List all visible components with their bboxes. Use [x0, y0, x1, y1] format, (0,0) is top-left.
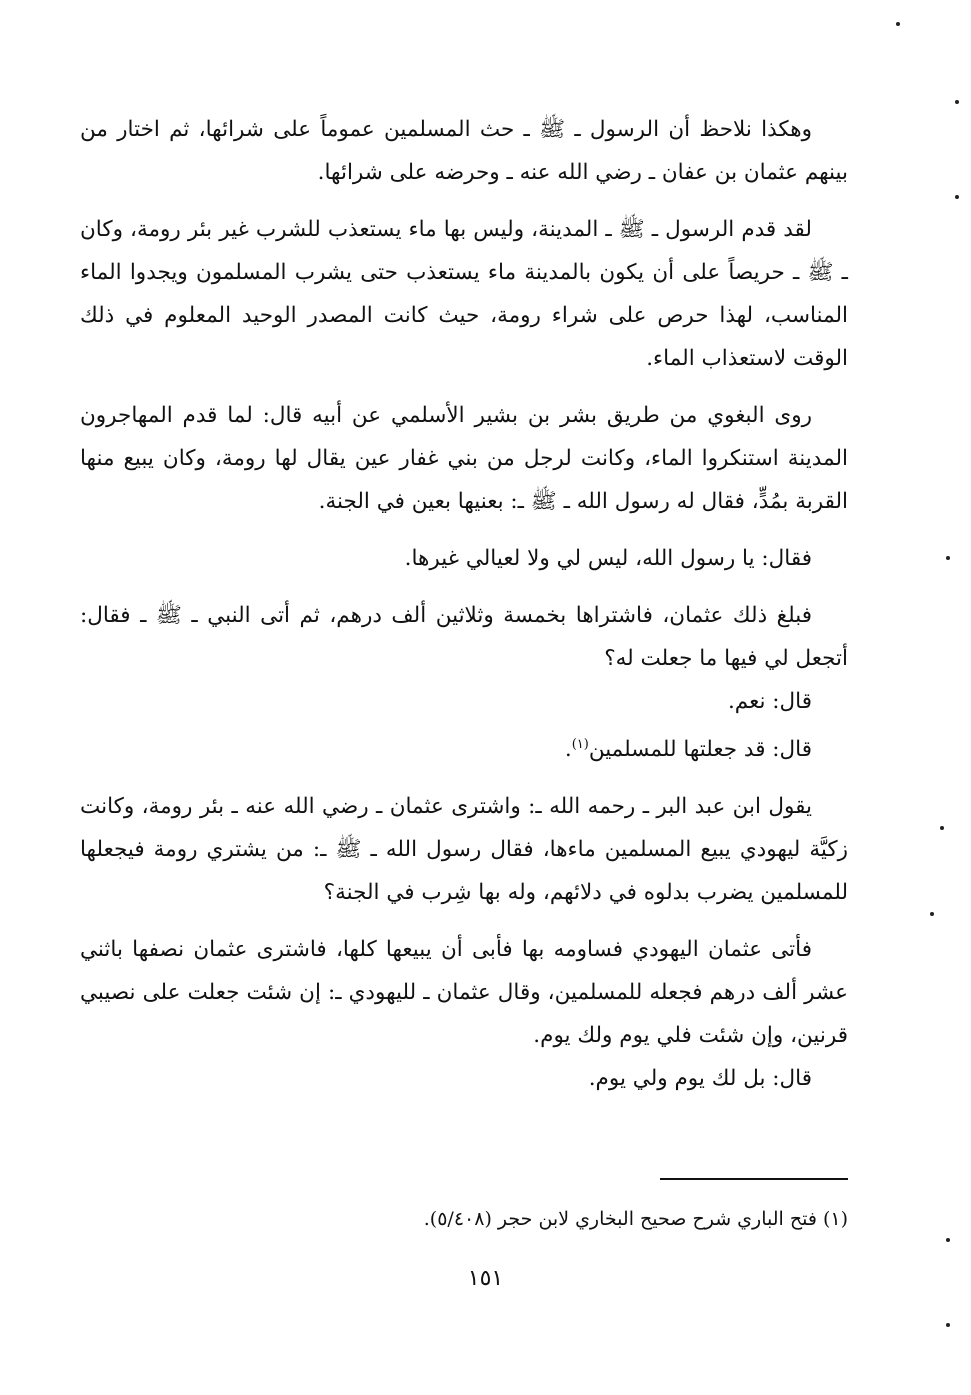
scan-speck [896, 22, 900, 26]
footnote-marker: (١) [571, 737, 589, 752]
paragraph-9: فأتى عثمان اليهودي فساومه بها فأبى أن يبيعها كلها، فاشترى عثمان نصفها باثني عشر ألف درهم فجعله للمسلمين، وقال عثمان ـ لليهودي ـ: إن شئت جعلت على نصيبي قرنين، وإن شئت فلي يوم ولك يوم. [80, 937, 848, 1049]
paragraph-10: قال: بل لك يوم ولي يوم. [588, 1066, 812, 1092]
scan-speck [955, 100, 959, 104]
paragraph-8: يقول ابن عبد البر ـ رحمه الله ـ: واشترى عثمان ـ رضي الله عنه ـ بئر رومة، وكانت زكيَّة ليهودي يبيع المسلمين ماءها، فقال رسول الله ـ ﷺ ـ: من يشتري رومة فيجعلها للمسلمين يضرب بدلوه في دلائهم، وله بها شِرب في الجنة؟ [80, 794, 848, 906]
paragraph-6: قال: نعم. [727, 689, 812, 714]
page-body [80, 108, 848, 1100]
footnote-divider [660, 1178, 848, 1180]
paragraph-7: قال: قد جعلتها للمسلمين$^{(١)}$. [564, 737, 812, 763]
paragraph-2: لقد قدم الرسول ـ ﷺ ـ المدينة، وليس بها ماء يستعذب للشرب غير بئر رومة، وكان ـ ﷺ ـ حريصاً على أن يكون بالمدينة ماء يستعذب حتى يشرب المسلمون ويجدوا الماء المناسب، لهذا حرص على شراء رومة، حيث كانت المصدر الوحيد المعلوم في ذلك الوقت لاستعذاب الماء. [80, 217, 848, 371]
scan-speck [930, 912, 934, 916]
page-number: ١٥١ [467, 1266, 504, 1291]
scan-speck [946, 556, 950, 560]
scan-speck [955, 195, 959, 199]
scan-speck [946, 1238, 950, 1242]
scan-speck [946, 1323, 950, 1327]
paragraph-1: وهكذا نلاحظ أن الرسول ـ ﷺ ـ حث المسلمين عموماً على شرائها، ثم اختار من بينهم عثمان بن عفان ـ رضي الله عنه ـ وحرضه على شرائها. [80, 117, 848, 185]
scan-speck [940, 826, 944, 830]
paragraph-5: فبلغ ذلك عثمان، فاشتراها بخمسة وثلاثين ألف درهم، ثم أتى النبي ـ ﷺ ـ فقال: أتجعل لي فيها ما جعلت له؟ [80, 603, 848, 671]
paragraph-3: روى البغوي من طريق بشر بن بشير الأسلمي عن أبيه قال: لما قدم المهاجرون المدينة استنكروا الماء، وكانت لرجل من بني غفار عين يقال لها رومة، وكان يبيع منها القربة بمُدٍّ، فقال له رسول الله ـ ﷺ ـ: بعنيها بعين في الجنة. [80, 403, 848, 514]
paragraph-4: فقال: يا رسول الله، ليس لي ولا لعيالي غيرها. [404, 546, 812, 571]
paragraph-7-text: قال: قد جعلتها للمسلمين [588, 737, 812, 763]
footnote: (١) فتح الباري شرح صحيح البخاري لابن حجر (٥/٤٠٨). [423, 1208, 848, 1230]
